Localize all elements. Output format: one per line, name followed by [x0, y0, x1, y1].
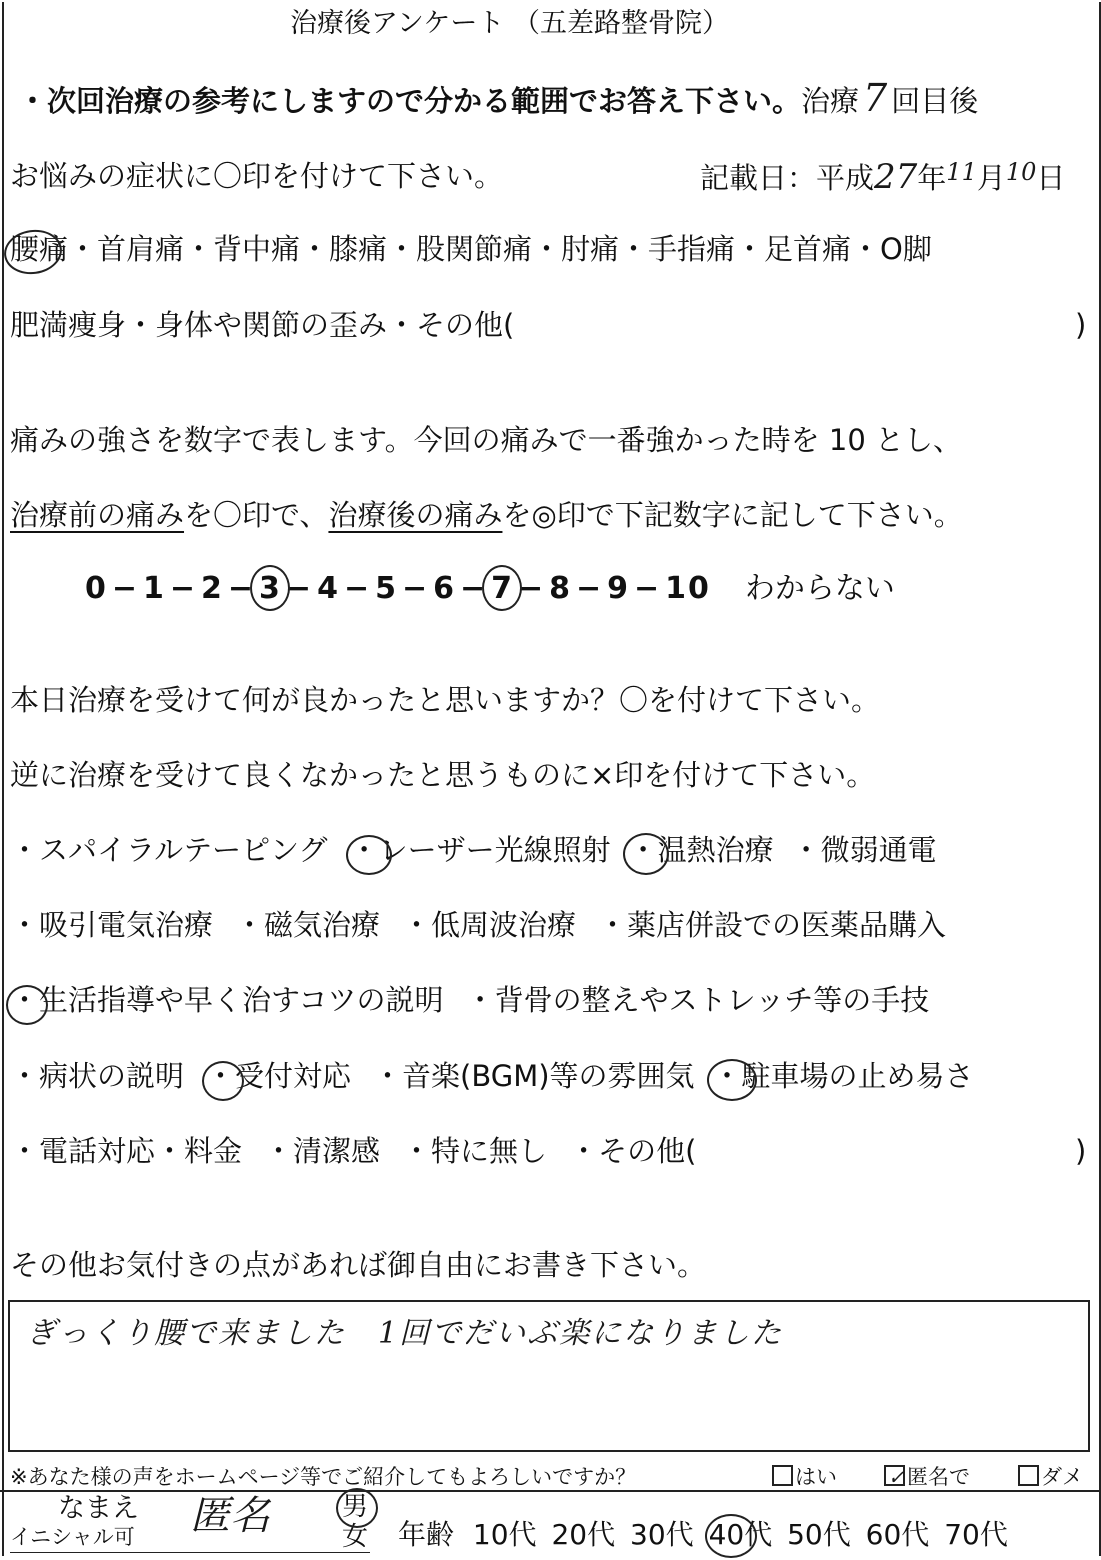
scale-separator: −: [634, 571, 662, 606]
scale-value-2[interactable]: 2: [201, 571, 224, 606]
name-value[interactable]: 匿名: [190, 1493, 270, 1539]
scale-value-7[interactable]: 7: [491, 571, 514, 606]
symptoms-other-close: ): [1075, 308, 1087, 342]
comment-box[interactable]: [8, 1300, 1090, 1452]
date-label: 記載日：平成: [700, 161, 875, 195]
option-fee[interactable]: ・料金: [155, 1134, 243, 1168]
age-70s[interactable]: 70代: [944, 1518, 1008, 1551]
options-row-5: [10, 1131, 696, 1171]
scale-value-1[interactable]: 1: [143, 571, 166, 606]
scale-unknown[interactable]: わからない: [744, 571, 895, 606]
consent-question: ※あなた様の声をホームページ等でご紹介してもよろしいですか？: [10, 1465, 637, 1489]
bad-prompt: 逆に治療を受けて良くなかったと思うものに×印を付けて下さい。: [10, 758, 876, 792]
selection-circle: [705, 1514, 757, 1558]
pain-instruction-mid1: を〇印で、: [184, 498, 329, 532]
option-reception-label: ・受付対応: [206, 1059, 352, 1093]
consent-yes-label: はい: [795, 1465, 837, 1489]
checkbox-yes[interactable]: [772, 1465, 793, 1486]
name-sublabel: イニシャル可: [10, 1525, 135, 1549]
selection-circle: [6, 985, 48, 1025]
comment-prompt: その他お気付きの点があれば御自由にお書き下さい。: [10, 1248, 707, 1282]
options-row-4: [10, 1056, 974, 1096]
option-lifestyle[interactable]: [10, 983, 444, 1017]
scale-value-8[interactable]: 8: [549, 571, 572, 606]
symptoms-rest: ・首肩痛・背中痛・膝痛・股関節痛・肘痛・手指痛・足首痛・O脚: [68, 232, 932, 266]
scale-separator: −: [459, 571, 488, 606]
pain-after-label: 治療後の痛み: [328, 498, 503, 532]
form-title: 治療後アンケート （五差路整骨院）: [290, 8, 729, 39]
checkbox-no[interactable]: [1018, 1465, 1039, 1486]
age-40s-label: 40代: [708, 1518, 773, 1551]
scale-separator: −: [343, 571, 372, 606]
option-manual-therapy[interactable]: ・背骨の整えやストレッチ等の手技: [465, 983, 930, 1017]
scale-value-9[interactable]: 9: [607, 571, 631, 606]
symptoms-line-1: [10, 229, 932, 269]
option-low-frequency[interactable]: ・低周波治療: [402, 908, 577, 942]
selection-circle: [707, 1059, 757, 1101]
option-other[interactable]: ・その他(: [569, 1134, 697, 1168]
pain-before-circle: [482, 565, 522, 611]
scale-separator: −: [576, 571, 604, 606]
divider: [0, 1490, 1101, 1492]
scale-value-6[interactable]: 6: [433, 571, 456, 606]
option-reception[interactable]: [206, 1059, 351, 1093]
gender-field: [342, 1492, 368, 1552]
scale-value-10[interactable]: 10: [665, 571, 711, 606]
comment-text: ぎっくり腰で来ました 1回でだいぶ楽になりました: [26, 1316, 784, 1351]
scale-separator: −: [169, 571, 198, 606]
option-heat-label: ・温熱治療: [628, 833, 774, 867]
pain-scale: [85, 563, 895, 607]
gender-male[interactable]: [342, 1492, 368, 1522]
option-pharmacy[interactable]: ・薬店併設での医薬品購入: [598, 908, 947, 942]
date-year-suffix: 年: [917, 161, 947, 195]
name-label: なまえ: [58, 1493, 139, 1524]
option-music[interactable]: ・音楽(BGM)等の雰囲気: [373, 1059, 695, 1093]
scale-value-5[interactable]: 5: [375, 571, 398, 606]
symptom-lower-back-label: 腰痛: [10, 232, 69, 266]
age-40s[interactable]: [709, 1518, 773, 1551]
checkbox-anonymous[interactable]: ✓: [884, 1465, 905, 1486]
option-laser-label: ・レーザー光線照射: [349, 833, 611, 867]
option-nothing[interactable]: ・特に無し: [402, 1134, 548, 1168]
symptoms-line-2: [10, 305, 514, 345]
scale-separator: −: [227, 571, 256, 606]
consent-anonymous-label: 匿名で: [907, 1465, 970, 1489]
option-suction[interactable]: ・吸引電気治療: [10, 908, 214, 942]
scale-value-0[interactable]: 0: [85, 571, 108, 606]
symptoms-line-2-text: 肥満痩身・身体や関節の歪み・その他(: [10, 308, 515, 342]
scale-value-3[interactable]: 3: [259, 571, 282, 606]
symptom-lower-back[interactable]: [10, 232, 68, 266]
option-magnetic[interactable]: ・磁気治療: [235, 908, 381, 942]
age-50s[interactable]: 50代: [787, 1518, 851, 1551]
scale-separator: −: [517, 571, 546, 606]
date-day-suffix: 日: [1036, 161, 1066, 195]
age-label: 年齢: [398, 1518, 455, 1551]
option-condition-explanation[interactable]: ・病状の説明: [10, 1059, 185, 1093]
treatment-count-suffix: 回目後: [891, 84, 979, 118]
scale-separator: −: [401, 571, 430, 606]
scale-separator: −: [111, 571, 140, 606]
pain-intro: 痛みの強さを数字で表します。今回の痛みで一番強かった時を 10 とし、: [10, 423, 963, 457]
option-laser[interactable]: [350, 833, 611, 867]
option-micro-current[interactable]: ・微弱通電: [791, 833, 937, 867]
intro-line: [18, 78, 978, 121]
option-lifestyle-label: ・生活指導や早く治すコツの説明: [10, 983, 444, 1017]
selection-circle: [346, 835, 392, 875]
entry-date: [700, 152, 1065, 198]
gender-male-label: 男: [342, 1492, 369, 1522]
pain-instruction: [10, 495, 963, 535]
option-parking-label: ・駐車場の止め易さ: [712, 1059, 974, 1093]
pain-instruction-mid2: を◎印で下記数字に記して下さい。: [502, 498, 963, 532]
good-prompt: 本日治療を受けて何が良かったと思いますか？〇を付けて下さい。: [10, 683, 881, 717]
date-month-suffix: 月: [976, 161, 1006, 195]
age-30s[interactable]: 30代: [630, 1518, 694, 1551]
option-spiral-taping[interactable]: ・スパイラルテーピング: [10, 833, 328, 867]
options-row-3: [10, 980, 929, 1020]
symptom-prompt: お悩みの症状に〇印を付けて下さい。: [10, 159, 504, 193]
selection-circle: [202, 1061, 244, 1101]
consent-no-label: ダメ: [1041, 1465, 1083, 1489]
scale-separator: −: [285, 571, 314, 606]
option-other-close: ): [1075, 1134, 1087, 1168]
name-underline: [10, 1552, 370, 1553]
option-phone[interactable]: ・電話対応: [10, 1134, 156, 1168]
date-month[interactable]: 11: [946, 158, 977, 186]
age-20s[interactable]: 20代: [551, 1518, 616, 1551]
option-cleanliness[interactable]: ・清潔感: [264, 1134, 381, 1168]
age-field: [398, 1515, 1008, 1555]
selection-circle: [623, 833, 669, 875]
date-day[interactable]: 10: [1005, 158, 1037, 186]
treatment-count-value[interactable]: 7: [863, 76, 888, 120]
options-row-1: [10, 830, 937, 870]
treatment-count-prefix: 治療: [801, 84, 860, 118]
intro-text: ・次回治療の参考にしますので分かる範囲でお答え下さい。: [18, 84, 802, 118]
selection-circle: [336, 1488, 378, 1528]
age-60s[interactable]: 60代: [865, 1518, 930, 1551]
option-parking[interactable]: [713, 1059, 974, 1093]
scale-value-4[interactable]: 4: [317, 571, 340, 606]
date-year[interactable]: 27: [874, 157, 918, 197]
option-heat[interactable]: [629, 833, 774, 867]
gender-female[interactable]: 女: [342, 1522, 369, 1552]
pain-after-circle: [250, 565, 290, 611]
age-10s[interactable]: 10代: [472, 1518, 537, 1551]
options-row-2: [10, 905, 946, 945]
pain-before-label: 治療前の痛み: [10, 498, 185, 532]
